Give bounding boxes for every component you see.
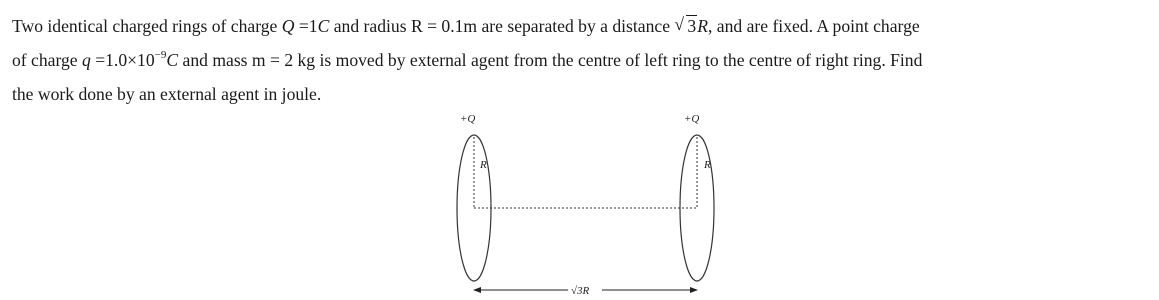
text: =1 <box>294 16 318 36</box>
left-radius-label: R <box>480 159 487 171</box>
problem-line-3: the work done by an external agent in joule. <box>12 84 322 104</box>
text: of charge <box>12 50 83 70</box>
problem-line-2 <box>12 43 1152 77</box>
unit-coulomb: C <box>317 16 330 36</box>
text: Two identical charged rings of charge <box>12 16 282 36</box>
two-rings-figure <box>440 110 740 300</box>
problem-line-1 <box>12 9 1152 43</box>
charge-symbol-Q: Q <box>281 16 295 36</box>
sqrt-expression <box>674 9 697 43</box>
problem-statement <box>12 9 1152 111</box>
text: , and are fixed. A point charge <box>707 16 920 36</box>
unit-coulomb: C <box>166 50 179 70</box>
radius-symbol-R: R <box>697 16 708 36</box>
charge-symbol-q: q <box>82 50 91 70</box>
right-ring-charge-label: +Q <box>684 113 700 125</box>
left-ring-charge-label: +Q <box>460 113 476 125</box>
separation-label: √3R <box>571 285 590 297</box>
exponent: −9 <box>154 49 167 61</box>
rings-diagram <box>440 110 740 300</box>
radical-sign: √ <box>674 14 685 34</box>
text: =1.0×10 <box>90 50 155 70</box>
text: and radius R = 0.1m are separated by a distance <box>329 16 675 36</box>
text: and mass m = 2 kg is moved by external agent from the centre of left ring to the centre of right ring. Find <box>178 50 923 70</box>
right-radius-label: R <box>704 159 711 171</box>
radicand: 3 <box>687 16 697 36</box>
